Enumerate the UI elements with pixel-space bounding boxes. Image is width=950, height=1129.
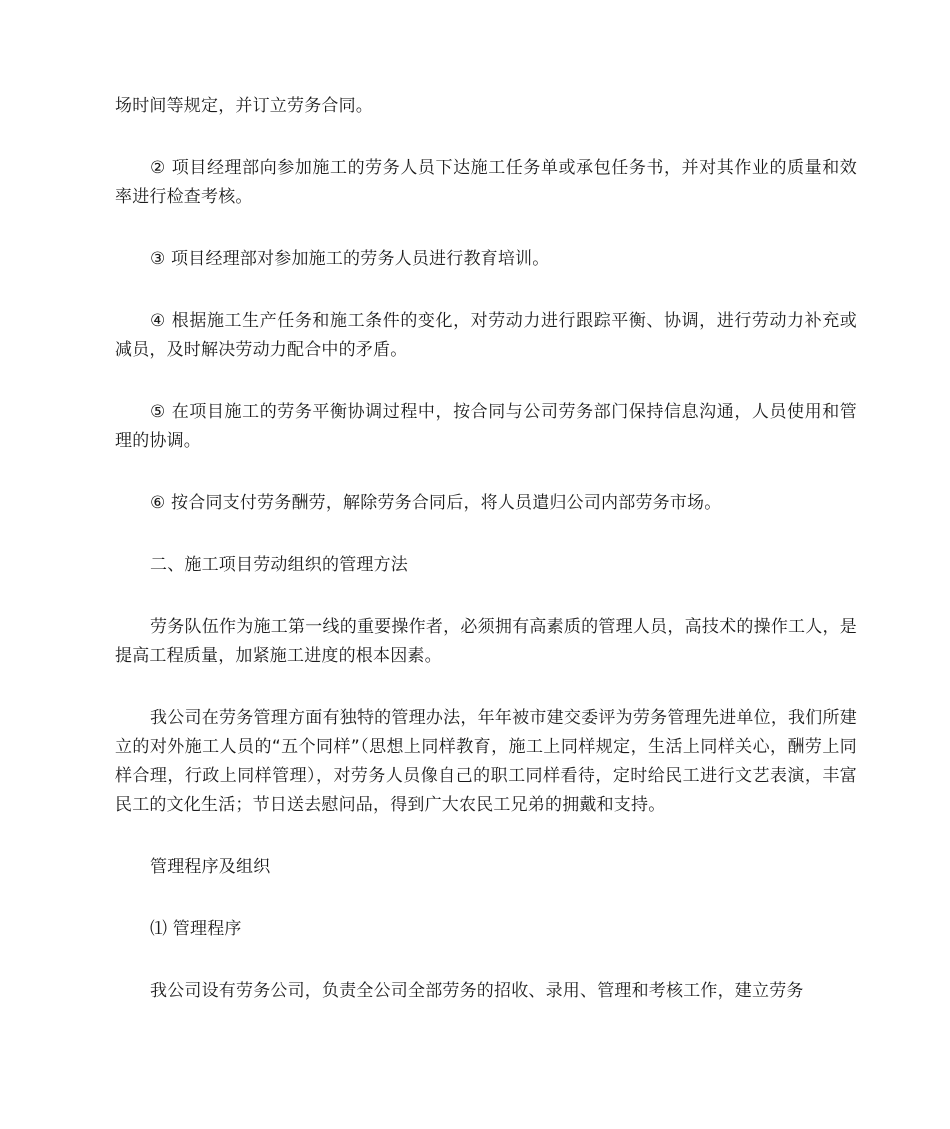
document-page: [115, 92, 857, 1006]
paragraph: 我公司在劳务管理方面有独特的管理办法，年年被市建交委评为劳务管理先进单位，我们所建立的对外施工人员的“五个同样”（思想上同样教育，施工上同样规定，生活上同样关心，酬劳上同样合理，行政上同样管理），对劳务人员像自己的职工同样看待，定时给民工进行文艺表演，丰富民工的文化生活；节日送去慰问品，得到广大农民工兄弟的拥戴和支持。: [115, 708, 857, 815]
paragraph: 我公司设有劳务公司，负责全公司全部劳务的招收、录用、管理和考核工作，建立劳务: [150, 981, 804, 1001]
subsection-heading: ⑴ 管理程序: [150, 919, 242, 939]
paragraph: 劳务队伍作为施工第一线的重要操作者，必须拥有高素质的管理人员，高技术的操作工人，是提高工程质量，加紧施工进度的根本因素。: [115, 617, 857, 666]
paragraph: ⑥ 按合同支付劳务酬劳，解除劳务合同后，将人员遣归公司内部劳务市场。: [150, 493, 722, 513]
paragraph: ④ 根据施工生产任务和施工条件的变化，对劳动力进行跟踪平衡、协调，进行劳动力补充或减员，及时解决劳动力配合中的矛盾。: [115, 311, 857, 360]
paragraph: ③ 项目经理部对参加施工的劳务人员进行教育培训。: [150, 249, 550, 269]
paragraph: ⑤ 在项目施工的劳务平衡协调过程中，按合同与公司劳务部门保持信息沟通，人员使用和管理的协调。: [115, 402, 857, 451]
paragraph: ② 项目经理部向参加施工的劳务人员下达施工任务单或承包任务书，并对其作业的质量和效率进行检查考核。: [115, 158, 857, 207]
paragraph: 场时间等规定，并订立劳务合同。: [115, 96, 373, 116]
section-heading: 二、施工项目劳动组织的管理方法: [150, 555, 408, 575]
subsection-heading: 管理程序及组织: [150, 857, 271, 877]
